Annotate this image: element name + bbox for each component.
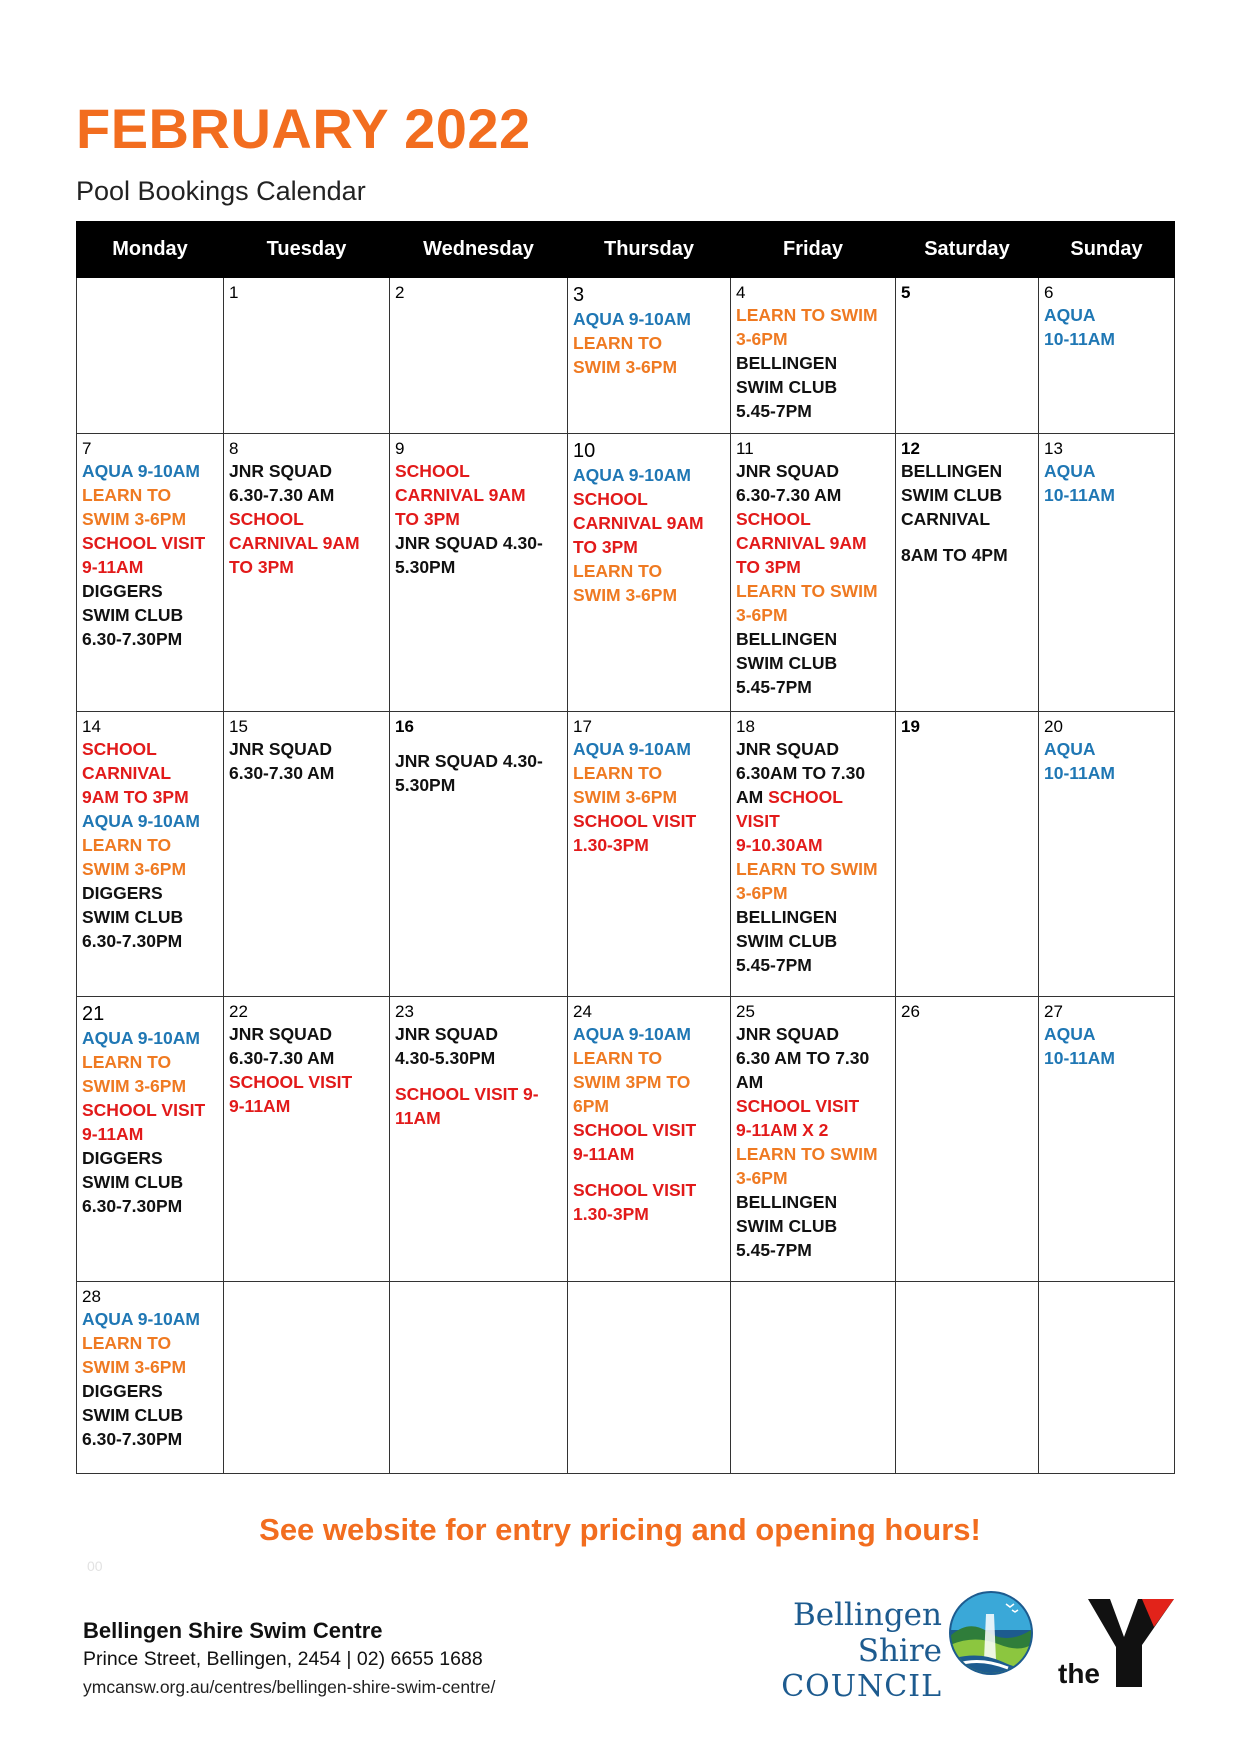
day-number: 7 [82, 439, 92, 458]
booking-entry-learn: LEARN TO SWIM 3-6PM [82, 835, 187, 879]
calendar-table [76, 221, 1175, 1474]
day-number: 3 [573, 284, 585, 306]
booking-entry-aqua: AQUA 9-10AM [82, 811, 200, 831]
booking-entry-school: SCHOOL VISIT 9- 11AM [395, 1084, 539, 1128]
weekday-sunday: Sunday [1039, 222, 1175, 278]
booking-entry-aqua: AQUA 9-10AM [573, 739, 691, 759]
booking-entry-aqua: AQUA 10-11AM [1044, 461, 1116, 505]
calendar-day-cell-tue [224, 434, 390, 712]
day-number: 8 [229, 439, 239, 458]
weekday-tuesday: Tuesday [224, 222, 390, 278]
day-number: 23 [395, 1002, 414, 1021]
day-number: 13 [1044, 439, 1063, 458]
booking-entry-black: JNR SQUAD 6.30AM TO 7.30 AM [736, 739, 866, 807]
booking-entry-school: SCHOOL VISIT 9-11AM X 2 [736, 1096, 860, 1140]
calendar-day-cell-sat [896, 712, 1039, 997]
booking-entry-black: JNR SQUAD 4.30-5.30PM [395, 1024, 499, 1068]
booking-entry-black: BELLINGEN SWIM CLUB 5.45-7PM [736, 1192, 838, 1260]
booking-entry-black: 8AM TO 4PM [901, 545, 1008, 565]
booking-entry-aqua: AQUA 10-11AM [1044, 305, 1116, 349]
booking-entry-learn: LEARN TO SWIM 3-6PM [82, 1333, 187, 1377]
calendar-day-cell-sat [896, 1282, 1039, 1474]
booking-entry-black: JNR SQUAD 6.30 AM TO 7.30 AM [736, 1024, 870, 1092]
calendar-day-cell-mon [77, 434, 224, 712]
booking-entry-school: SCHOOL VISIT 9-11AM [573, 1120, 697, 1164]
booking-entry-school: SCHOOL VISIT 9-11AM [229, 1072, 353, 1116]
calendar-day-cell-wed [390, 434, 568, 712]
booking-entry-black: JNR SQUAD 6.30-7.30 AM [229, 461, 335, 505]
day-number: 28 [82, 1287, 101, 1306]
booking-entry-aqua: AQUA 9-10AM [82, 461, 200, 481]
booking-entry-black: DIGGERS SWIM CLUB 6.30-7.30PM [82, 883, 184, 951]
booking-entry-black: JNR SQUAD 6.30-7.30 AM [736, 461, 842, 505]
calendar-day-cell-sun [1039, 997, 1175, 1282]
calendar-day-cell-sun [1039, 434, 1175, 712]
calendar-day-cell-tue [224, 1282, 390, 1474]
day-number: 20 [1044, 717, 1063, 736]
booking-entry-school: SCHOOL CARNIVAL 9AM TO 3PM [573, 489, 704, 557]
calendar-day-cell-thu [568, 278, 731, 434]
day-number: 22 [229, 1002, 248, 1021]
booking-entry-aqua: AQUA 9-10AM [82, 1309, 200, 1329]
day-number: 24 [573, 1002, 592, 1021]
booking-entry-learn: LEARN TO SWIM 3-6PM [736, 1144, 878, 1188]
calendar-day-cell-sun [1039, 278, 1175, 434]
day-number: 6 [1044, 283, 1054, 302]
footer-centre-name: Bellingen Shire Swim Centre [83, 1618, 383, 1643]
calendar-day-cell-sat [896, 278, 1039, 434]
day-number: 12 [901, 439, 920, 458]
booking-entry-black: BELLINGEN SWIM CLUB CARNIVAL [901, 461, 1003, 529]
booking-entry-school: SCHOOL VISIT 1.30-3PM [573, 1180, 697, 1224]
day-number: 21 [82, 1003, 105, 1025]
calendar-day-cell-sat [896, 434, 1039, 712]
weekday-friday: Friday [731, 222, 896, 278]
booking-entry-aqua: AQUA 9-10AM [573, 309, 691, 329]
calendar-day-cell-fri [731, 434, 896, 712]
booking-entry-school: SCHOOL CARNIVAL 9AM TO 3PM [736, 509, 867, 577]
calendar-day-cell-fri [731, 278, 896, 434]
booking-entry-learn: LEARN TO SWIM 3-6PM [736, 581, 878, 625]
calendar-day-cell-thu [568, 997, 731, 1282]
calendar-day-cell-wed [390, 997, 568, 1282]
day-number: 25 [736, 1002, 755, 1021]
booking-entry-learn: LEARN TO SWIM 3-6PM [573, 333, 678, 377]
calendar-day-cell-wed [390, 712, 568, 997]
calendar-day-cell-mon [77, 1282, 224, 1474]
booking-entry-black: DIGGERS SWIM CLUB 6.30-7.30PM [82, 1148, 184, 1216]
day-number: 16 [395, 717, 414, 736]
calendar-day-cell-sat [896, 997, 1039, 1282]
weekday-monday: Monday [77, 222, 224, 278]
calendar-week-row [77, 278, 1175, 434]
booking-entry-school: SCHOOL CARNIVAL 9AM TO 3PM [82, 739, 189, 807]
council-wordmark [718, 1597, 942, 1705]
calendar-day-cell-mon [77, 278, 224, 434]
day-number: 18 [736, 717, 755, 736]
calendar-day-cell-thu [568, 1282, 731, 1474]
council-name-line2: COUNCIL [781, 1669, 942, 1704]
booking-entry-school: SCHOOL VISIT 1.30-3PM [573, 811, 697, 855]
day-number: 26 [901, 1002, 920, 1021]
weekday-thursday: Thursday [568, 222, 731, 278]
booking-entry-black: JNR SQUAD 4.30- 5.30PM [395, 751, 543, 795]
faint-page-mark: 00 [87, 1558, 103, 1574]
day-number: 11 [736, 439, 754, 458]
ymca-y-logo-icon [1058, 1597, 1174, 1687]
booking-entry-black: BELLINGEN SWIM CLUB 5.45-7PM [736, 353, 838, 421]
weekday-header-row [77, 222, 1175, 278]
day-number: 9 [395, 439, 405, 458]
council-name-line1: Bellingen Shire [793, 1597, 942, 1669]
booking-entry-group [736, 737, 891, 857]
day-number: 5 [901, 283, 911, 302]
booking-entry-black: BELLINGEN SWIM CLUB 5.45-7PM [736, 907, 838, 975]
day-number: 1 [229, 283, 239, 302]
footer-address: Prince Street, Bellingen, 2454 | 02) 6655 1688 [83, 1648, 483, 1670]
booking-entry-learn: LEARN TO SWIM 3-6PM [82, 1052, 187, 1096]
calendar-week-row [77, 997, 1175, 1282]
booking-entry-learn: LEARN TO SWIM 3-6PM [573, 561, 678, 605]
calendar-week-row [77, 712, 1175, 997]
booking-entry-black: DIGGERS SWIM CLUB 6.30-7.30PM [82, 1381, 184, 1449]
day-number: 10 [573, 440, 596, 462]
booking-entry-aqua: AQUA 10-11AM [1044, 739, 1116, 783]
calendar-day-cell-mon [77, 997, 224, 1282]
calendar-week-row [77, 1282, 1175, 1474]
calendar-day-cell-sun [1039, 1282, 1175, 1474]
booking-entry-black: DIGGERS SWIM CLUB 6.30-7.30PM [82, 581, 184, 649]
calendar-day-cell-fri [731, 1282, 896, 1474]
day-number: 27 [1044, 1002, 1063, 1021]
booking-entry-learn: LEARN TO SWIM 3-6PM [736, 859, 878, 903]
calendar-day-cell-thu [568, 712, 731, 997]
calendar-day-cell-sun [1039, 712, 1175, 997]
calendar-day-cell-wed [390, 1282, 568, 1474]
calendar-day-cell-wed [390, 278, 568, 434]
booking-entry-black: JNR SQUAD 6.30-7.30 AM [229, 1024, 335, 1068]
page-title: FEBRUARY 2022 [76, 97, 531, 160]
calendar-day-cell-tue [224, 997, 390, 1282]
day-number: 19 [901, 717, 920, 736]
day-number: 4 [736, 283, 746, 302]
pricing-callout: See website for entry pricing and opening hours! [259, 1512, 981, 1547]
day-number: 15 [229, 717, 248, 736]
booking-entry-aqua: AQUA 9-10AM [573, 465, 691, 485]
booking-entry-learn: LEARN TO SWIM 3-6PM [82, 485, 187, 529]
booking-entry-learn: LEARN TO SWIM 3-6PM [736, 305, 878, 349]
calendar-day-cell-fri [731, 997, 896, 1282]
booking-entry-black: JNR SQUAD 6.30-7.30 AM [229, 739, 335, 783]
day-number: 14 [82, 717, 101, 736]
page-subtitle: Pool Bookings Calendar [76, 176, 366, 206]
weekday-wednesday: Wednesday [390, 222, 568, 278]
calendar-day-cell-mon [77, 712, 224, 997]
calendar-day-cell-tue [224, 278, 390, 434]
booking-entry-school: SCHOOL VISIT 9-10.30AM [736, 787, 843, 855]
council-emblem-icon [948, 1590, 1034, 1676]
calendar-day-cell-thu [568, 434, 731, 712]
calendar-day-cell-fri [731, 712, 896, 997]
booking-entry-school: SCHOOL CARNIVAL 9AM TO 3PM [395, 461, 526, 529]
calendar-week-row [77, 434, 1175, 712]
day-number: 17 [573, 717, 592, 736]
booking-entry-black: JNR SQUAD 4.30- 5.30PM [395, 533, 543, 577]
footer-website-link[interactable]: ymcansw.org.au/centres/bellingen-shire-swim-centre/ [83, 1677, 496, 1697]
booking-entry-learn: LEARN TO SWIM 3-6PM [573, 763, 678, 807]
ymca-the-label: the [1058, 1658, 1100, 1687]
calendar-day-cell-tue [224, 712, 390, 997]
booking-entry-learn: LEARN TO SWIM 3PM TO 6PM [573, 1048, 691, 1116]
weekday-saturday: Saturday [896, 222, 1039, 278]
booking-entry-aqua: AQUA 9-10AM [573, 1024, 691, 1044]
booking-entry-aqua: AQUA 10-11AM [1044, 1024, 1116, 1068]
booking-entry-school: SCHOOL VISIT 9-11AM [82, 533, 206, 577]
booking-entry-black: BELLINGEN SWIM CLUB 5.45-7PM [736, 629, 838, 697]
day-number: 2 [395, 283, 405, 302]
booking-entry-aqua: AQUA 9-10AM [82, 1028, 200, 1048]
booking-entry-school: SCHOOL CARNIVAL 9AM TO 3PM [229, 509, 360, 577]
booking-entry-school: SCHOOL VISIT 9-11AM [82, 1100, 206, 1144]
